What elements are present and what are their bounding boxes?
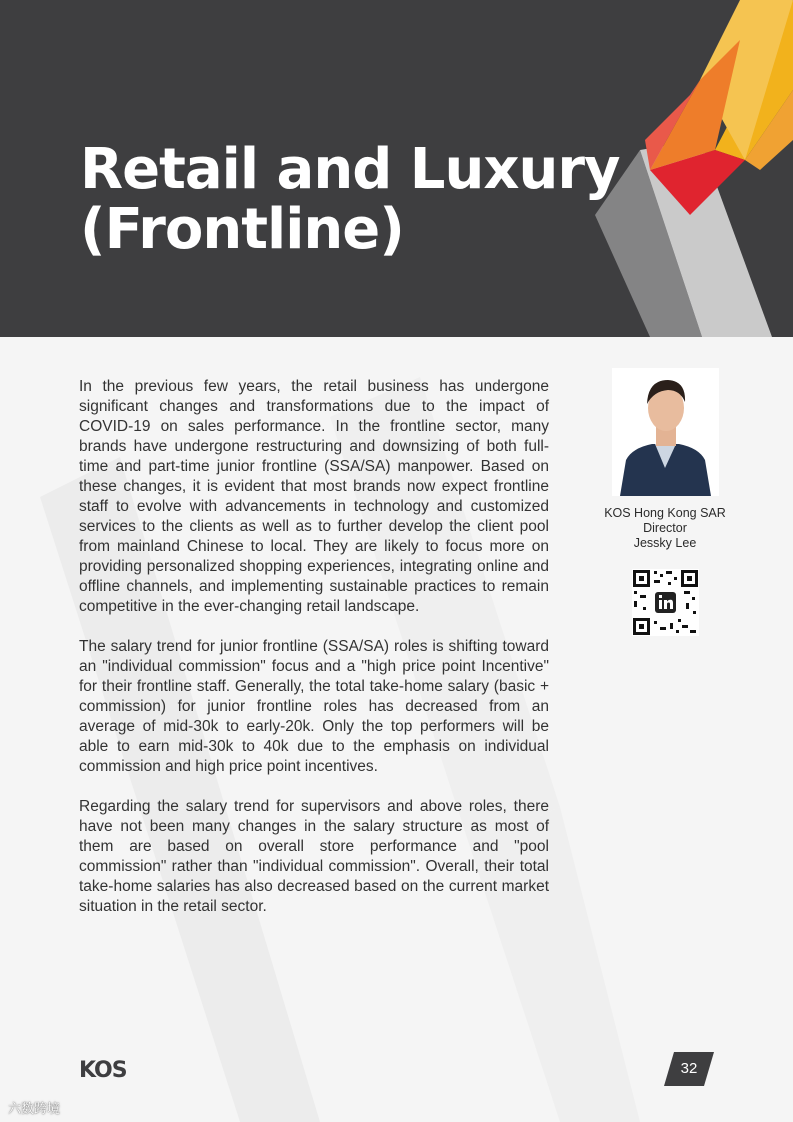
page-title — [80, 137, 620, 262]
kos-logo: KOS — [79, 1058, 127, 1083]
paragraph: Regarding the salary trend for supervisors and above roles, there have not been many changes in the salary structure as most of them are based on overall store performance and "pool commission" rather than "individual commission". Overall, their total take-home salaries has also decreased based on the current market situation in the retail sector. — [79, 798, 549, 915]
contact-region: KOS Hong Kong SAR — [604, 506, 726, 520]
article-body — [79, 377, 549, 937]
page-title-line-1: Retail and Luxury — [80, 137, 620, 202]
contact-card — [596, 368, 734, 636]
header-banner — [0, 0, 793, 337]
page-number: 32 — [680, 1060, 698, 1077]
page-title-line-2: (Frontline) — [80, 197, 404, 262]
paragraph: The salary trend for junior frontline (SSA/SA) roles is shifting toward an "individual commission" focus and a "high price point Incentive" for their frontline staff. Generally, the total take-home salary (basic + commission) for junior frontline roles has decreased from an average of mid-30k to early-20k. Only the top performers will be able to earn mid-30k to 40k due to the emphasis on individual commission and high price point incentives. — [79, 638, 549, 775]
linkedin-qr-code[interactable] — [632, 569, 699, 636]
corner-watermark: 六数跨境 — [8, 1101, 61, 1116]
contact-name: Jessky Lee — [633, 536, 697, 550]
paragraph: In the previous few years, the retail business has undergone significant changes and transformations due to the impact of COVID-19 on sales performance. In the frontline sector, many brands have undergone restructuring and downsizing of both full-time and part-time junior frontline (SSA/SA) manpower. Based on these changes, it is evident that most brands now expect frontline staff to evolve with advancements in technology and customized services to the clients as well as to further develop the client pool from mainland Chinese to local. They are likely to focus more on providing personalized shopping experiences, integrating online and offline channels, and implementing sustainable practices to remain competitive in the ever-changing retail landscape. — [79, 378, 549, 615]
director-photo — [612, 368, 719, 496]
contact-role: Director — [643, 521, 687, 535]
